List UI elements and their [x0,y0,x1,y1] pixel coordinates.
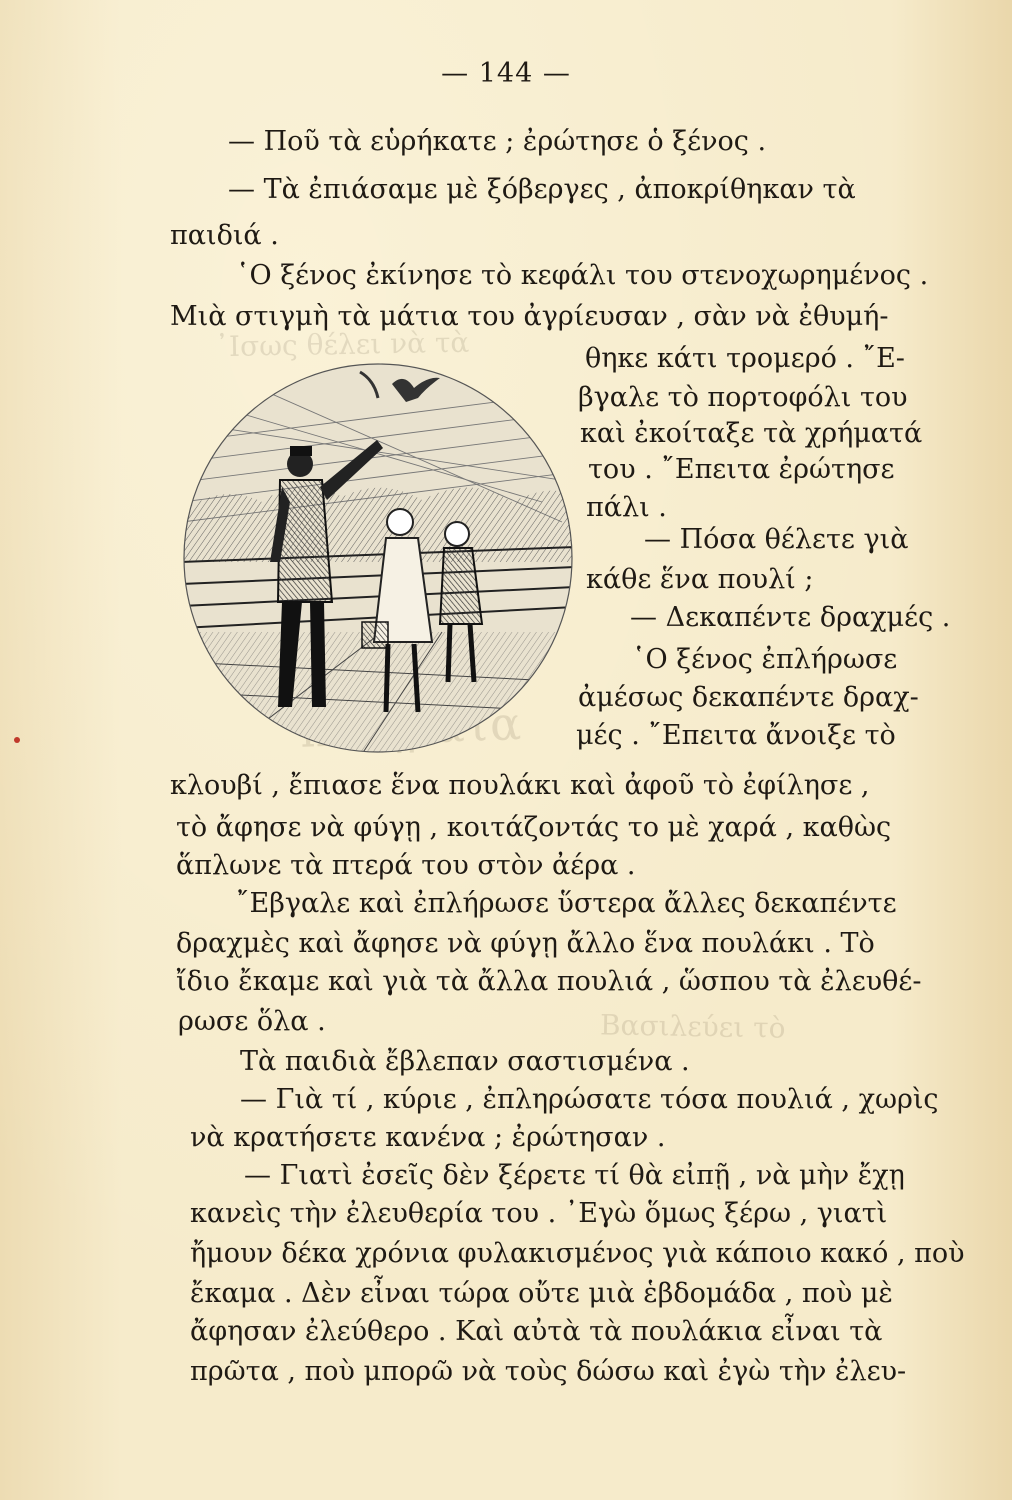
bleed-through: ᾿Ισως θέλει νὰ τὰ [214,325,470,364]
text-line: ἔκαμα . Δὲν εἶναι τώρα οὔτε μιὰ ἑβδομάδα , ποὺ μὲ [190,1278,893,1309]
text-line: Μιὰ στιγμὴ τὰ μάτια του ἀγρίευσαν , σὰν νὰ ἐθυμή- [170,301,889,332]
text-line: καὶ ἐκοίταξε τὰ χρήματά [580,418,923,449]
text-line: κανεὶς τὴν ἐλευθερία του . ᾿Εγὼ ὅμως ξέρω , γιατὶ [190,1198,888,1229]
text-line: θηκε κάτι τρομερό . ῎Ε- [585,343,905,374]
bleed-through: Βασιλεύει τὸ [599,1008,786,1045]
text-line: δραχμὲς καὶ ἄφησε νὰ φύγῃ ἄλλο ἕνα πουλάκι . Τὸ [176,928,875,959]
text-line: ῾Ο ξένος ἐκίνησε τὸ κεφάλι του στενοχωρημένος . [236,260,929,291]
text-line: ἤμουν δέκα χρόνια φυλακισμένος γιὰ κάποιο κακό , ποὺ [190,1238,965,1269]
text-line: ἅπλωνε τὰ πτερά του στὸν ἀέρα . [176,850,636,881]
text-line: — Γιὰ τί , κύριε , ἐπληρώσατε τόσα πουλιά , χωρὶς [240,1084,939,1115]
text-line: μές . ῎Επειτα ἄνοιξε τὸ [576,720,896,751]
text-line: κλουβί , ἔπιασε ἕνα πουλάκι καὶ ἀφοῦ τὸ ἐφίλησε , [170,770,870,801]
text-line: ρωσε ὅλα . [178,1006,326,1037]
text-line: τὸ ἄφησε νὰ φύγῃ , κοιτάζοντάς το μὲ χαρά , καθὼς [176,812,892,843]
text-line: ῎Εβγαλε καὶ ἐπλήρωσε ὕστερα ἄλλες δεκαπέντε [236,888,897,919]
text-line: — Ποῦ τὰ εὑρήκατε ; ἐρώτησε ὁ ξένος . [228,126,767,157]
circular-illustration [182,362,574,754]
text-line: πάλι . [586,492,667,523]
text-line: ῾Ο ξένος ἐπλήρωσε [632,644,898,675]
text-line: κάθε ἕνα πουλί ; [586,564,814,595]
text-line: ἄφησαν ἐλεύθερο . Καὶ αὐτὰ τὰ πουλάκια εἶναι τὰ [190,1316,883,1347]
page-number: — 144 — [441,58,571,89]
text-line: του . ῎Επειτα ἐρώτησε [588,454,895,485]
text-line: ἀμέσως δεκαπέντε δραχ- [578,682,919,713]
text-line: Τὰ παιδιὰ ἔβλεπαν σαστισμένα . [240,1046,690,1077]
text-line: παιδιά . [170,220,279,251]
text-line: — Γιατὶ ἐσεῖς δὲν ξέρετε τί θὰ εἰπῇ , νὰ μὴν ἔχῃ [244,1160,905,1191]
text-line: βγαλε τὸ πορτοφόλι του [578,382,908,413]
text-line: — Τὰ ἐπιάσαμε μὲ ξόβεργες , ἀποκρίθηκαν τὰ [228,174,856,205]
text-line: — Πόσα θέλετε γιὰ [644,524,909,555]
text-line: πρῶτα , ποὺ μπορῶ νὰ τοὺς δώσω καὶ ἐγὼ τὴν ἐλευ- [190,1356,907,1387]
text-line: νὰ κρατήσετε κανένα ; ἐρώτησαν . [190,1122,666,1153]
text-line: — Δεκαπέντε δραχμές . [630,602,951,633]
text-line: ἴδιο ἔκαμε καὶ γιὰ τὰ ἄλλα πουλιά , ὥσπου τὰ ἐλευθέ- [176,966,922,997]
margin-mark [14,737,20,743]
